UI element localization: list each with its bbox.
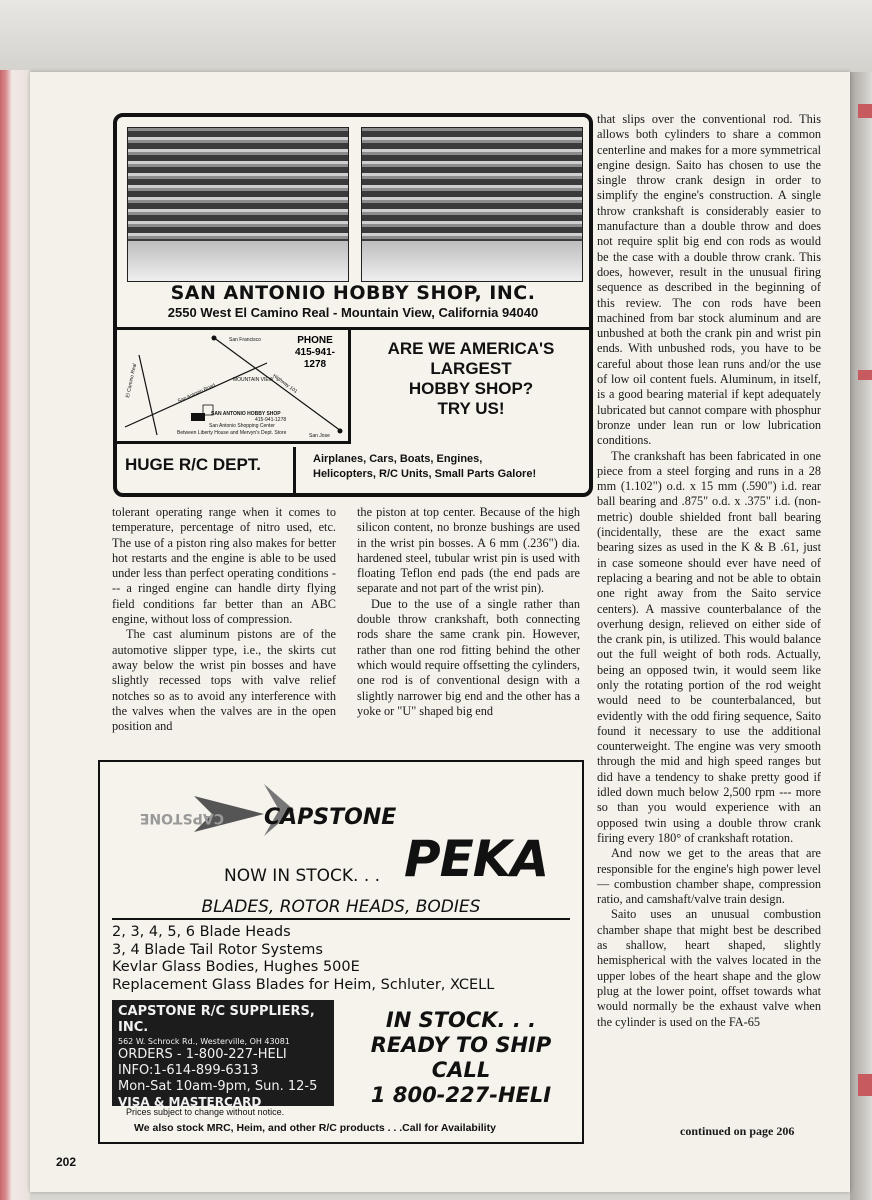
company-address: 562 W. Schrock Rd., Westerville, OH 43081 <box>118 1037 290 1046</box>
page-number: 202 <box>56 1155 77 1169</box>
capstone-logo-mirror: CAPSTONE <box>139 810 224 826</box>
map-label-san-jose: San Jose <box>309 433 330 439</box>
product-item: 3, 4 Blade Tail Rotor Systems <box>112 941 323 958</box>
orders-phone: ORDERS - 1-800-227-HELI <box>118 1047 287 1062</box>
map-label-shop: SAN ANTONIO HOBBY SHOP <box>211 411 281 417</box>
article-column-2: the piston at top center. Because of the high silicon content, no bronze bushings are used in the wrist pin bosses. A 6 mm (.236") dia. hardened steel, tubular wrist pin is used with floating Teflon end pads (the end pads are separate and not part of the wrist pin). Due to the use of a single rather than double throw crankshaft, both connecting rods share the same crank pin. However, rather than one rod fitting behind the other which would require offsetting the cylinders, one rod is of conventional design with a slightly narrower big end and the other has a yoke or "U" shaped big end <box>357 505 580 718</box>
capstone-logo-text: CAPSTONE <box>264 805 397 830</box>
info-phone: INFO:1-614-899-6313 <box>118 1063 259 1078</box>
prices-note: Prices subject to change without notice. <box>126 1107 285 1117</box>
shop-address: 2550 West El Camino Real - Mountain View, California 94040 <box>167 305 539 320</box>
company-name: CAPSTONE R/C SUPPLIERS, INC. <box>118 1004 315 1035</box>
continued-note: continued on page 206 <box>680 1124 795 1138</box>
edge-tab <box>858 1074 872 1096</box>
product-item: Kevlar Glass Bodies, Hughes 500E <box>112 959 360 975</box>
peka-brand: PEKA <box>404 830 549 888</box>
scan-background-top <box>0 0 872 72</box>
product-item: 2, 3, 4, 5, 6 Blade Heads <box>112 924 291 940</box>
map-label-shop-phone: 415-941-1278 <box>255 417 287 423</box>
ad-divider <box>293 447 296 493</box>
rc-dept-items: Airplanes, Cars, Boats, Engines, Helicopters, R/C Units, Small Parts Galore! <box>313 453 537 480</box>
map-label-highway: Highway 101 <box>271 373 299 395</box>
article-column-3: that slips over the conventional rod. This allows both cylinders to share a common centerline and makes for a more symmetrical engine design. Saito has chosen to use the single throw crank design in order to simplify the engine's construction. A single throw crankshaft is considerably easier to manufacture than a double throw and does not require split big end con rods as would be the case with a double throw crank. This does, however, result in the unusual firing sequence as described in the beginning of this review. The con rods have been machined from bar stock aluminum and are unbushed at both the crank pin and wrist pin ends. With unbushed rods, you have to be careful about those lean runs and/or the use of low oil content fuels. Aluminum, in itself, is a good bearing material if kept adequately lubricated but cannot compare with phosphur bronze under lean run or low lubrication conditions. The crankshaft has been fabricated in one piece from a steel forging and runs in a 28 mm (1.102") o.d. x 15 mm (.590") i.d. rear ball bearing and .875" o.d. x .375" i.d. (non-metric) double shielded front ball bearing (incidentally, these are the exact same bearing sizes as used in the K & B .61, just in case someone should ever have need of replacing a bearing and not be able to obtain one right away from the Saito service centers). A massive counterbalance of the overhung design, relieved on either side of the crank pin, is utilized. This would balance out the full weight of both rods. Actually, being an opposed twin, it would seem like only the rotating portion of the rod weight would need to be counterbalanced, but evidently with the odd firing sequence, Saito found it necessary to use the additional counterweight. The engine was very smooth through the mid and high speed ranges but did have a tendency to shake pretty good if idled down much below 2,500 rpm --- more so than you would experience with an opposed twin using a double throw crank firing every 180° of crankshaft rotation. And now we get to the areas that are responsible for the engine's high power level — combustion chamber shape, compression ratio, and camshaft/valve train design. Saito uses an unusual combustion chamber shape that might best be described as shallow, heart shaped, slightly hemispherical with the valves located in the upper lobes of the heart shape and the glow plug at the lower point, offset towards what would normally be the exhaust valve when the cylinder is used on the FA-65 <box>597 112 821 1029</box>
payment-methods: VISA & MASTERCARD <box>118 1095 262 1109</box>
now-in-stock: NOW IN STOCK. . . <box>224 866 381 886</box>
page-edge-stack <box>850 72 872 1200</box>
peka-subtitle: BLADES, ROTOR HEADS, BODIES <box>201 897 481 917</box>
ready-to-ship: IN STOCK. . . READY TO SHIP CALL 1 800-227-HELI <box>370 1008 552 1107</box>
shop-slogan: ARE WE AMERICA'S LARGEST HOBBY SHOP? TRY US! <box>387 339 555 418</box>
map-label-san-francisco: San Francisco <box>229 337 261 343</box>
edge-tab <box>858 370 872 380</box>
capstone-logo <box>114 774 414 846</box>
product-item: Replacement Glass Blades for Heim, Schluter, XCELL <box>112 976 495 993</box>
location-map <box>117 327 351 444</box>
contact-box <box>112 1000 334 1109</box>
map-label-el-camino: El Camino Real <box>125 363 139 399</box>
capstone-ad <box>98 760 584 1144</box>
shop-name: SAN ANTONIO HOBBY SHOP, INC. <box>170 282 536 304</box>
rc-dept-heading: HUGE R/C DEPT. <box>125 455 262 474</box>
product-list <box>112 924 572 994</box>
business-hours: Mon-Sat 10am-9pm, Sun. 12-5 <box>118 1079 318 1094</box>
shop-phone: PHONE 415-941-1278 <box>294 335 336 370</box>
map-label-center-detail: Between Liberty House and Mervyn's Dept. Store <box>177 430 287 436</box>
map-label-san-antonio-road: San Antonio Road <box>177 382 217 405</box>
article-column-1: tolerant operating range when it comes to temperature, percentage of nitro used, etc. The use of a piston ring also makes for better hot restarts and the engine is able to be used under less than perfect operating conditions --- a ringed engine can handle dirty flying field conditions far better than an ABC engine, without loss of compression. The cast aluminum pistons are of the automotive slipper type, i.e., the skirts cut away below the wrist pin bosses and have slightly recessed tops with valve relief notches so as to avoid any interference with the valves when the valves are in the open position and <box>112 505 336 734</box>
map-label-mountain-view: MOUNTAIN VIEW <box>233 377 274 383</box>
magazine-spine <box>0 70 30 1200</box>
ad-divider <box>112 918 570 920</box>
store-photo-right <box>361 127 583 282</box>
store-photo-left <box>127 127 349 282</box>
also-stock-note: We also stock MRC, Heim, and other R/C products . . .Call for Availability <box>134 1122 496 1134</box>
edge-tab <box>858 104 872 118</box>
map-label-center: San Antonio Shopping Center <box>209 423 275 429</box>
hobby-shop-ad <box>113 113 593 497</box>
